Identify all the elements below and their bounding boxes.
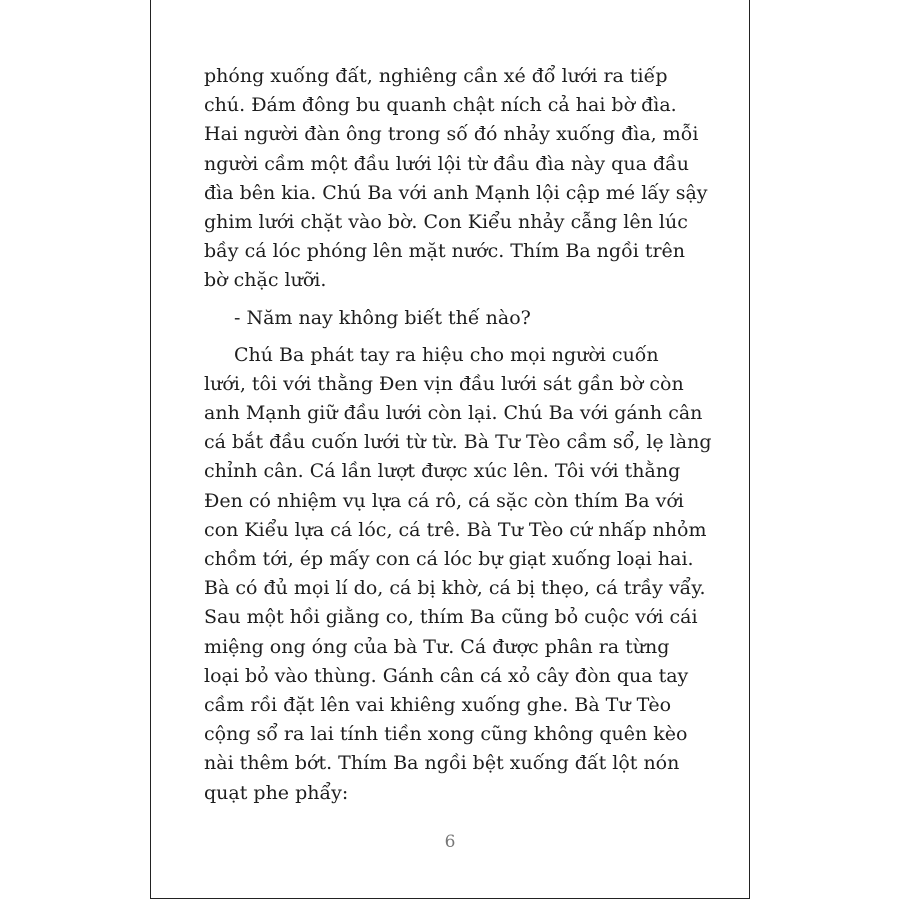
page-number: 6 bbox=[444, 832, 456, 852]
text-line: phóng xuống đất, nghiêng cần xé đổ lưới ra tiếp bbox=[204, 65, 668, 87]
page-body-text bbox=[204, 62, 712, 808]
text-line: con Kiểu lựa cá lóc, cá trê. Bà Tư Tèo cứ nhấp nhỏm bbox=[204, 518, 707, 541]
text-line: nài thêm bớt. Thím Ba ngồi bệt xuống đất lột nón bbox=[204, 752, 680, 775]
text-line: anh Mạnh giữ đầu lưới còn lại. Chú Ba với gánh cân bbox=[204, 402, 703, 425]
text-line: người cầm một đầu lưới lội từ đầu đìa này qua đầu bbox=[204, 152, 689, 175]
text-line: miệng ong óng của bà Tư. Cá được phân ra từng bbox=[204, 635, 670, 658]
text-line: ghim lưới chặt vào bờ. Con Kiểu nhảy cẫng lên lúc bbox=[204, 210, 688, 233]
text-line: bầy cá lóc phóng lên mặt nước. Thím Ba ngồi trên bbox=[204, 240, 686, 263]
text-line: cộng sổ ra lai tính tiền xong cũng không quên kèo bbox=[204, 723, 688, 746]
text-line: quạt phe phẩy: bbox=[204, 781, 349, 804]
paragraph-gap bbox=[204, 333, 704, 341]
text-line: Bà có đủ mọi lí do, cá bị khờ, cá bị thẹo, cá trầy vẩy. bbox=[204, 577, 706, 600]
text-line: Hai người đàn ông trong số đó nhảy xuống đìa, mỗi bbox=[204, 123, 699, 146]
text-line: lưới, tôi với thằng Đen vịn đầu lưới sát gần bờ còn bbox=[204, 372, 684, 395]
text-line: đìa bên kia. Chú Ba với anh Mạnh lội cập mé lấy sậy bbox=[204, 181, 708, 204]
book-page bbox=[150, 0, 750, 899]
text-line: Sau một hồi giằng co, thím Ba cũng bỏ cuộc với cái bbox=[204, 606, 698, 629]
text-line: cá bắt đầu cuốn lưới từ từ. Bà Tư Tèo cầm sổ, lẹ làng bbox=[204, 431, 712, 454]
text-line: loại bỏ vào thùng. Gánh cân cá xỏ cây đòn qua tay bbox=[204, 664, 689, 687]
text-line: bờ chặc lưỡi. bbox=[204, 269, 327, 292]
text-line: cầm rồi đặt lên vai khiêng xuống ghe. Bà Tư Tèo bbox=[204, 693, 672, 716]
dialogue-line: - Năm nay không biết thế nào? bbox=[234, 306, 531, 329]
text-line: chú. Đám đông bu quanh chật ních cả hai bờ đìa. bbox=[204, 94, 677, 117]
text-line: chỉnh cân. Cá lần lượt được xúc lên. Tôi với thằng bbox=[204, 460, 681, 483]
text-line: Đen có nhiệm vụ lựa cá rô, cá sặc còn thím Ba với bbox=[204, 489, 684, 512]
text-line: Chú Ba phát tay ra hiệu cho mọi người cuốn bbox=[234, 343, 659, 366]
paragraph-gap bbox=[204, 296, 704, 304]
text-line: chồm tới, ép mấy con cá lóc bự giạt xuống loại hai. bbox=[204, 548, 694, 570]
